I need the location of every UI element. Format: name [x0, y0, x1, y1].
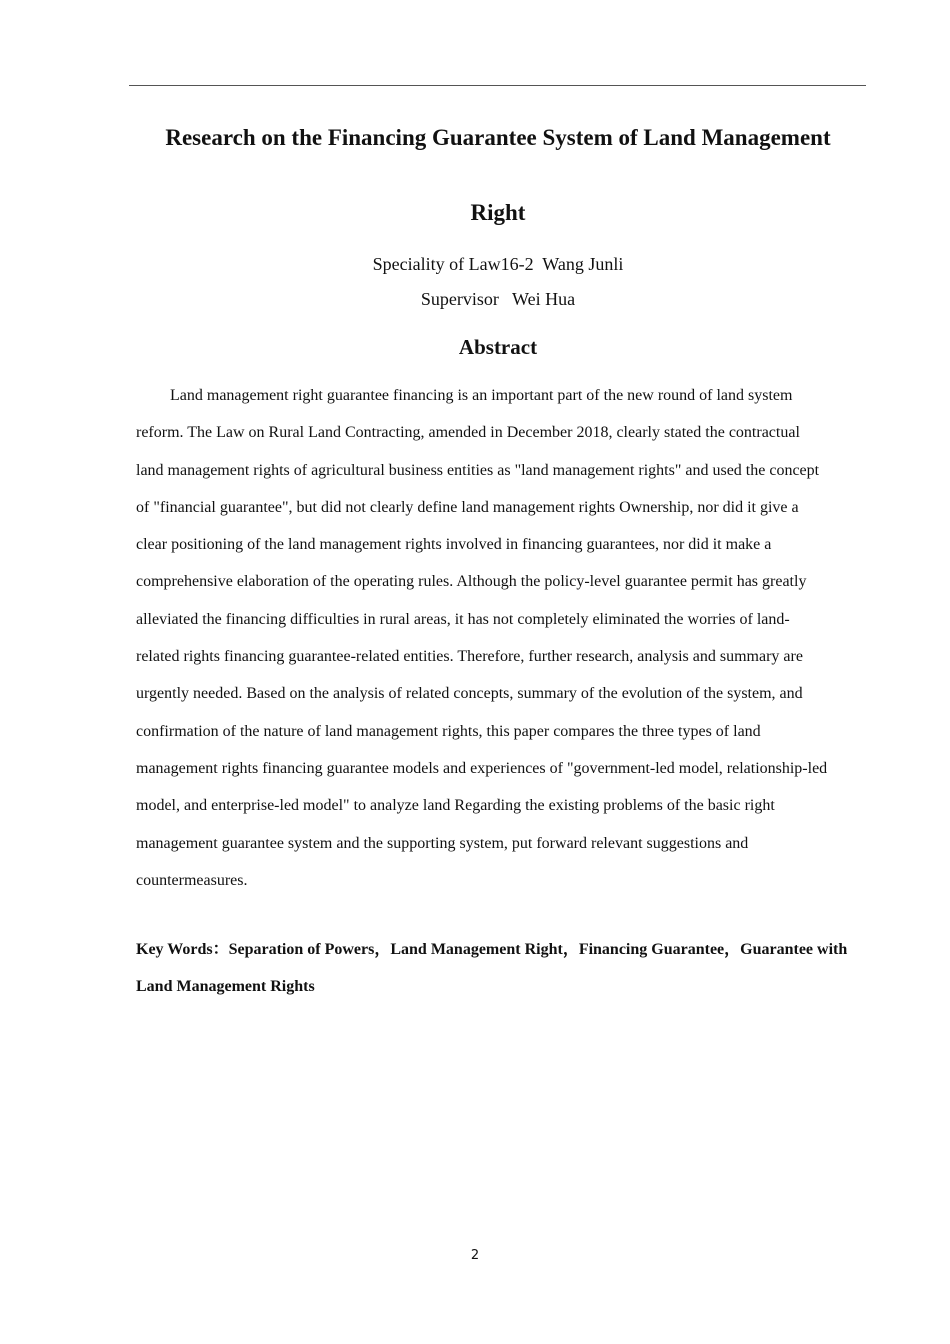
title-line-1: Research on the Financing Guarantee System of Land Management [165, 125, 831, 150]
abstract-line: model, and enterprise-led model" to analyze land Regarding the existing problems of the basic right [136, 797, 775, 815]
keywords-line: Key Words：Separation of Powers，Land Management Right，Financing Guarantee，Guarantee with [136, 941, 848, 958]
abstract-line: related rights financing guarantee-related entities. Therefore, further research, analysis and summary are [136, 648, 803, 666]
supervisor-line: Supervisor Wei Hua [420, 289, 576, 309]
abstract-line: clear positioning of the land management rights involved in financing guarantees, nor did it make a [136, 536, 772, 554]
abstract-line: urgently needed. Based on the analysis of related concepts, summary of the evolution of the system, and [136, 685, 803, 703]
page-number: 2 [470, 1248, 480, 1263]
abstract-heading: Abstract [458, 335, 538, 359]
keywords-block [136, 935, 860, 1010]
abstract-body [136, 381, 860, 903]
title-line-2: Right [470, 200, 526, 225]
header-rule [129, 85, 866, 86]
abstract-line: of "financial guarantee", but did not clearly define land management rights Ownership, nor did it give a [136, 498, 799, 516]
abstract-line: land management rights of agricultural business entities as "land management rights" and used the concept [136, 461, 820, 479]
abstract-line: management rights financing guarantee models and experiences of "government-led model, relationship-led [136, 759, 828, 777]
abstract-line: reform. The Law on Rural Land Contracting, amended in December 2018, clearly stated the contractual [136, 424, 800, 442]
keywords-line: Land Management Rights [136, 978, 315, 996]
abstract-line: management guarantee system and the supporting system, put forward relevant suggestions and [136, 834, 749, 852]
abstract-line: confirmation of the nature of land management rights, this paper compares the three types of land [136, 722, 761, 740]
abstract-line: Land management right guarantee financing is an important part of the new round of land system [170, 387, 793, 404]
abstract-line: comprehensive elaboration of the operating rules. Although the policy-level guarantee permit has greatly [136, 573, 807, 591]
author-line: Speciality of Law16-2 Wang Junli [372, 254, 624, 274]
abstract-line: countermeasures. [136, 871, 248, 889]
abstract-line: alleviated the financing difficulties in rural areas, it has not completely eliminated the worries of land- [136, 610, 790, 628]
